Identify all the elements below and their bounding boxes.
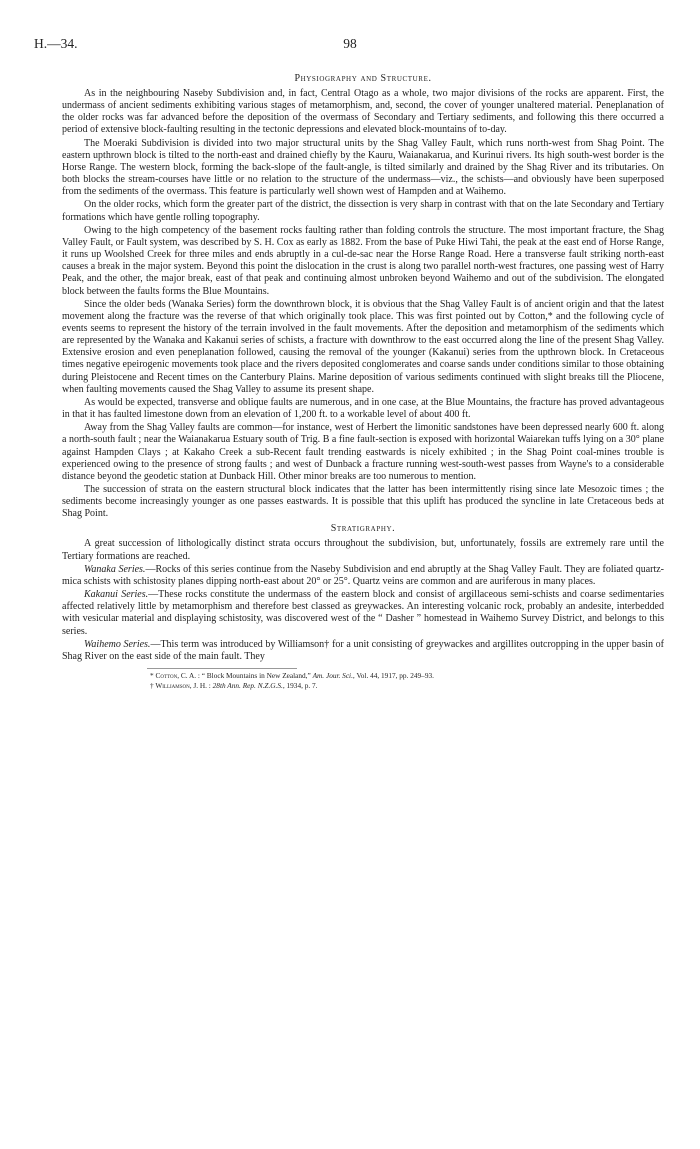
series-text: —This term was introduced by Williamson† for a unit consisting of greywackes and argillites outcropping in the upper basin of Shag River on the east side of the main fault. They: [62, 638, 664, 662]
paragraph: Away from the Shag Valley faults are common—for instance, west of Herbert the limonitic sandstones have been depressed nearly 600 ft. along a north-south fault ; near the Waianakarua Estuary south of Trig. B a fine fault-section is exposed with horizontal Waiarekan tuffs lying on a 30° plane against Hampden Clays ; at Kakaho Creek a sub-Recent fault trending eastwards is nicely exhibited ; in the Shag Point coal-mines trouble is experienced owing to the presence of strong faults ; and west of Dunback a fracture running west-south-west passes from Wayne's to a considerable distance beyond the geodetic station at Dunback Hill. Other minor breaks are too numerous to mention.: [62, 422, 664, 482]
footnote: [150, 671, 664, 681]
section-heading-stratigraphy: Stratigraphy.: [330, 523, 396, 535]
paragraph: The Moeraki Subdivision is divided into two major structural units by the Shag Valley Fault, which runs north-west from Shag Point. The eastern upthrown block is tilted to the north-east and drained chiefly by the Kauru, Waianakarua, and Kurinui rivers. Its high south-west border is the Horse Range. The western block, forming the back-slope of the fault-angle, is tilted similarly and drained by the Shag River and its tributaries. On both blocks the stream-courses have little or no relation to the structure of the undermass—viz., the schists—and obviously have been superposed from the sediments of the overmass. This feature is particularly well shown west of Hampden and at Waihemo.: [62, 137, 664, 198]
footnote-source: Am. Jour. Sci.: [312, 671, 353, 681]
footnote-author: † Williamson, J. H. :: [150, 680, 211, 690]
series-name: Waihemo Series.: [84, 638, 151, 650]
page-header: [34, 36, 666, 52]
footnote: [150, 681, 664, 691]
footnote-details: , 1934, p. 7.: [282, 680, 318, 690]
series-text: —Rocks of this series continue from the Naseby Subdivision and end abruptly at the Shag Valley Fault. They are foliated quartz-mica schists with schistosity planes dipping north-east about 20° or 25°. Quartz veins are common and are auriferous in many places.: [62, 563, 665, 587]
paragraph: On the older rocks, which form the greater part of the district, the dissection is very sharp in contrast with that on the late Secondary and Tertiary formations which have gentle rolling topography.: [62, 199, 664, 223]
page-number: 98: [343, 36, 357, 51]
series-paragraph-waihemo: [62, 639, 664, 663]
page-body: [62, 72, 664, 690]
paragraph: As would be expected, transverse and oblique faults are numerous, and in one case, at the Blue Mountains, the fracture has proved advantageous in that it has faulted limestone down from an elevation of 1,200 ft. to a workable level of about 400 ft.: [62, 396, 664, 421]
report-code: H.—34.: [34, 36, 78, 51]
paragraph: A great succession of lithologically distinct strata occurs throughout the subdivision, but, unfortunately, fossils are extremely rare until the Tertiary formations are reached.: [62, 538, 664, 562]
footnote-source: 28th Ann. Rep. N.Z.G.S.: [212, 680, 283, 690]
paragraph: The succession of strata on the eastern structural block indicates that the latter has been intermittently rising since late Mesozoic times ; the sediments become increasingly younger as one passes eastwards. It is possible that this uplift has produced the syncline in late Cretaceous beds at Shag Point.: [62, 484, 664, 520]
paragraph: Since the older beds (Wanaka Series) form the downthrown block, it is obvious that the Shag Valley Fault is of ancient origin and that the latest movement along the fracture was the reverse of that which originally took place. This was first pointed out by Cotton,* and the following cycle of events seems to represent the history of the terrain involved in the fault movements. After the deposition and metamorphism of the sediments which are represented by the Wanaka and Kakanui series of schists, a fracture with downthrow to the east occurred along the line of the present Shag Valley. Extensive erosion and even peneplanation followed, causing the removal of the younger (Kakanui) series from the upthrown block. In Cretaceous times negative epeirogenic movements took place and the rivers deposited conglomerates and coarse sands under conditions similar to those obtaining during Pleistocene and Recent times on the Canterbury Plains. Marine deposition of various sediments continued with slight breaks till the Pliocene, when faulting movements caused the Shag Valley to assume its present shape.: [62, 298, 664, 395]
section-heading-physiography: Physiography and Structure.: [294, 73, 432, 84]
series-paragraph-kakanui: [62, 589, 664, 638]
footnote-title: “ Block Mountains in New Zealand,”: [199, 671, 313, 681]
footnote-divider: [147, 668, 297, 669]
series-name: Kakanui Series.: [84, 589, 149, 601]
footnote-author: * Cotton, C. A. :: [150, 671, 200, 681]
paragraph: As in the neighbouring Naseby Subdivision and, in fact, Central Otago as a whole, two major divisions of the rocks are apparent. First, the undermass of ancient sediments exhibiting various stages of metamorphism, and, second, the cover of younger unaltered material. Peneplanation of the older rocks was far advanced before the deposition of the overmass of Secondary and Tertiary sediments, and following this there occurred a period of extensive block-faulting resulting in the tectonic depressions and elevated block-mountains of to-day.: [62, 88, 664, 136]
series-paragraph-wanaka: [62, 564, 664, 588]
series-text: —These rocks constitute the undermass of the eastern block and consist of argillaceous semi-schists and coarse sedimentaries affected relatively little by metamorphism and therefore best classed as greywackes. An interesting volcanic rock, probably an andesite, interbedded with vesicular material and displaying schistosity, was discovered west of the “ Dasher ” homestead in Waihemo Survey District, and belongs to this series.: [62, 589, 664, 637]
paragraph: Owing to the high competency of the basement rocks faulting rather than folding controls the structure. The most important fracture, the Shag Valley Fault, or Fault system, was described by S. H. Cox as early as 1882. From the base of Puke Hiwi Tahi, the peak at the east end of Horse Range, it runs up Woolshed Creek for three miles and ends abruptly in a cul-de-sac near the Horse Range Road. Here a transverse fault striking north-east causes a break in the major system. Beyond this point the dislocation in the crust is along two parallel north-west fractures, one passing west of Harry Peak, and the other, the major break, east of that peak and continuing almost unbroken beyond Waihemo and out of the subdivision. The elongated block between the faults forms the Blue Mountains.: [62, 224, 664, 297]
footnote-details: , Vol. 44, 1917, pp. 249–93.: [352, 671, 434, 681]
series-name: Wanaka Series.: [84, 563, 146, 575]
